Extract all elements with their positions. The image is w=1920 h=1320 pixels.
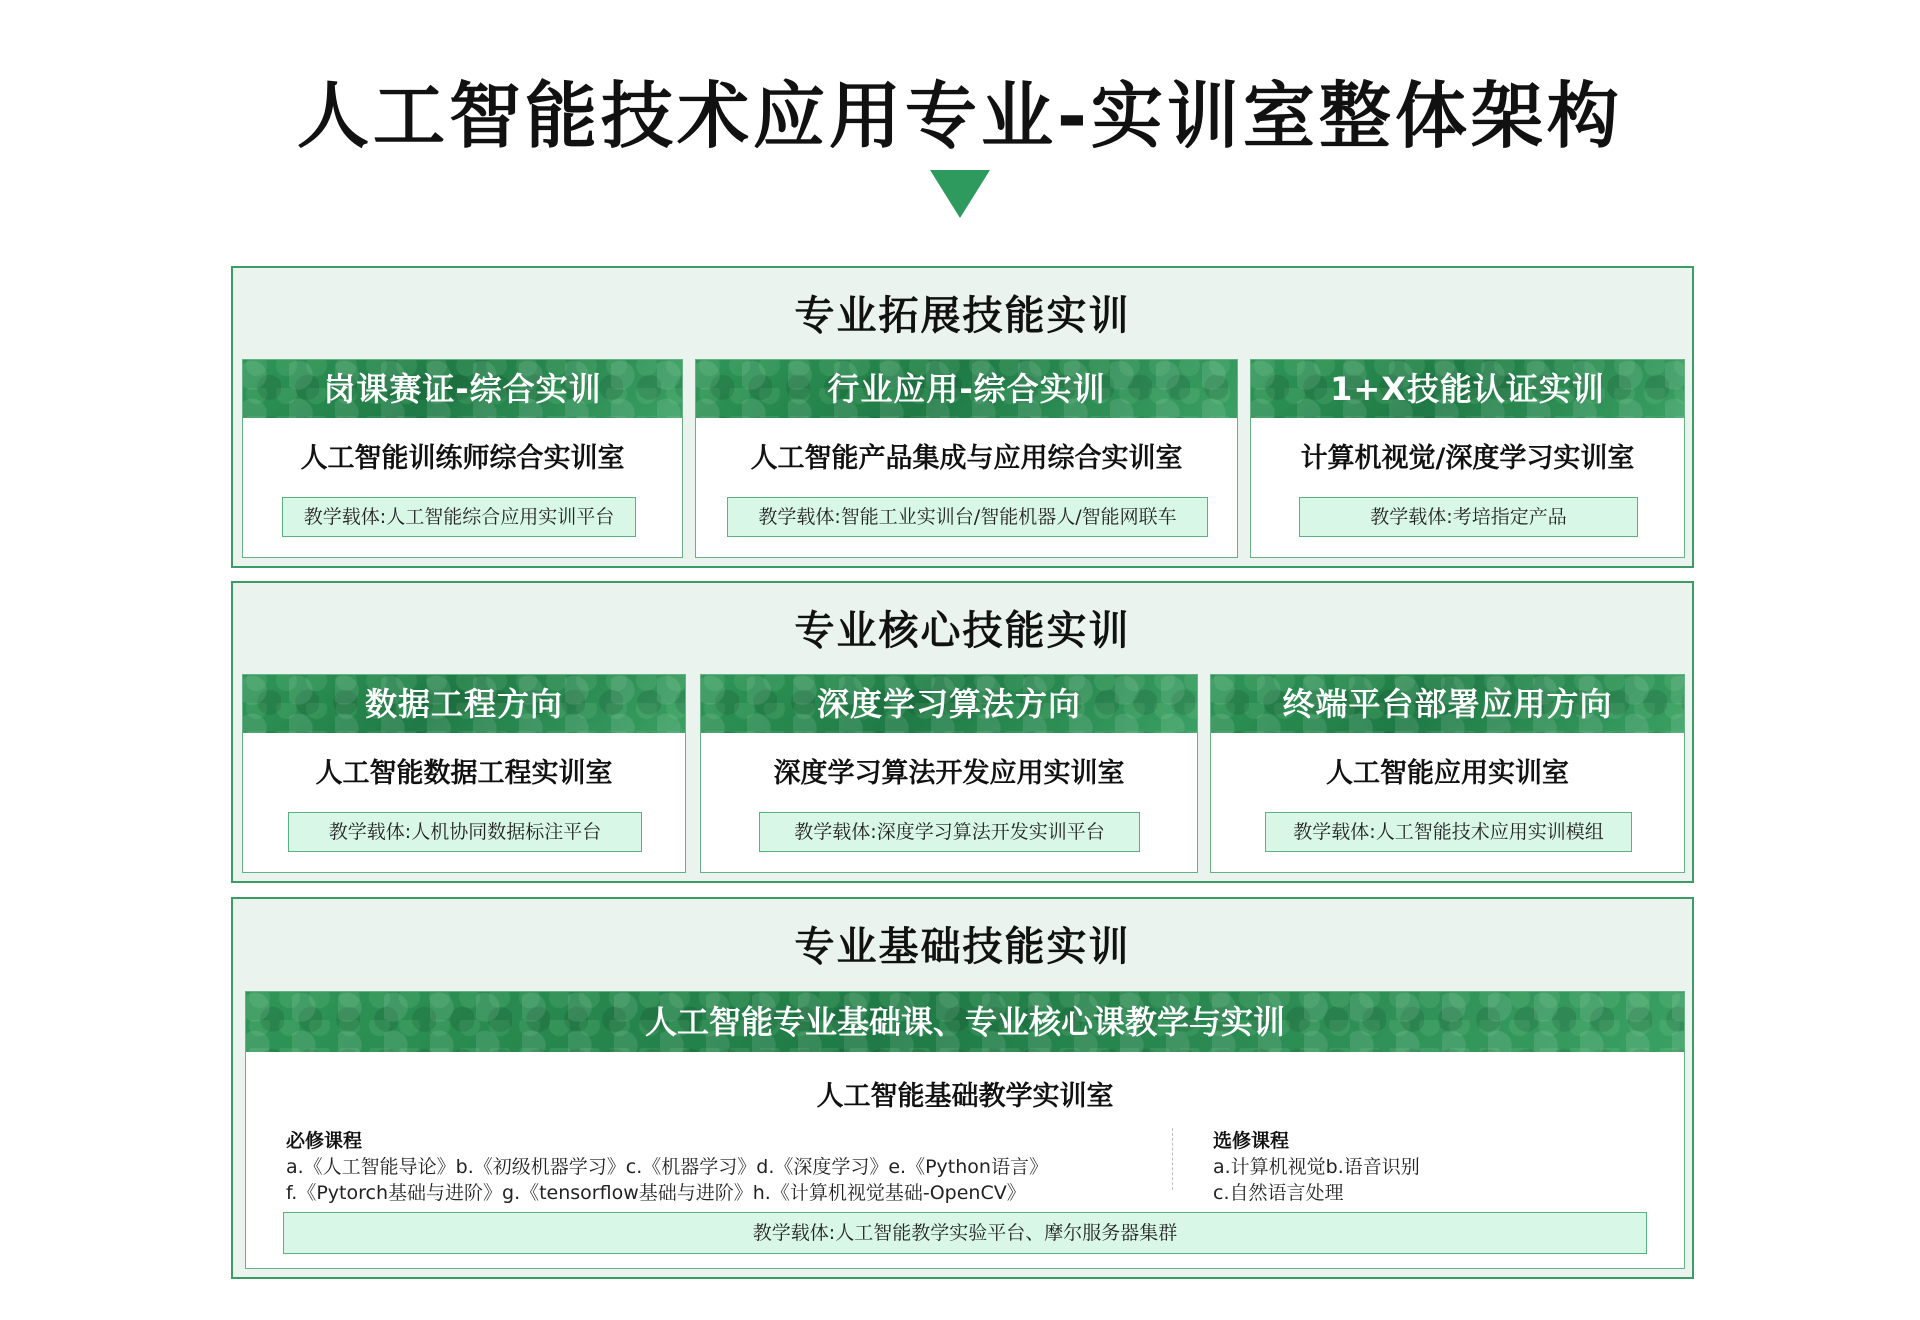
training-card <box>1210 674 1685 873</box>
teaching-carrier: 教学载体:人工智能综合应用实训平台 <box>282 497 636 537</box>
training-room-name: 人工智能数据工程实训室 <box>315 758 613 789</box>
teaching-carrier: 教学载体:人机协同数据标注平台 <box>288 812 642 852</box>
card-header: 人工智能专业基础课、专业核心课教学与实训 <box>246 992 1684 1052</box>
card-header: 1+X技能认证实训 <box>1251 360 1684 418</box>
teaching-carrier: 教学载体:深度学习算法开发实训平台 <box>759 812 1140 852</box>
required-course-line: a.《人工智能导论》b.《初级机器学习》c.《机器学习》d.《深度学习》e.《Python语言》 <box>286 1156 1048 1178</box>
training-card <box>242 674 686 873</box>
foundation-card <box>245 991 1685 1269</box>
page-title: 人工智能技术应用专业-实训室整体架构 <box>297 74 1623 158</box>
teaching-carrier: 教学载体:人工智能教学实验平台、摩尔服务器集群 <box>283 1212 1647 1254</box>
training-room-name: 计算机视觉/深度学习实训室 <box>1300 443 1635 474</box>
column-divider <box>1172 1128 1173 1190</box>
elective-course-line: c.自然语言处理 <box>1213 1182 1344 1204</box>
required-courses-label: 必修课程 <box>286 1130 363 1152</box>
training-room-name: 人工智能应用实训室 <box>1326 758 1569 789</box>
training-room-name: 深度学习算法开发应用实训室 <box>773 758 1125 789</box>
teaching-carrier: 教学载体:人工智能技术应用实训模组 <box>1265 812 1632 852</box>
section-extension-skills <box>231 266 1694 568</box>
elective-courses-label: 选修课程 <box>1213 1130 1290 1152</box>
training-card <box>695 359 1238 558</box>
required-course-line: f.《Pytorch基础与进阶》g.《tensorflow基础与进阶》h.《计算机视觉基础-OpenCV》 <box>286 1182 1026 1204</box>
training-room-name: 人工智能训练师综合实训室 <box>300 443 625 474</box>
section-basic-skills <box>231 897 1694 1279</box>
card-header: 行业应用-综合实训 <box>696 360 1237 418</box>
card-header: 岗课赛证-综合实训 <box>243 360 682 418</box>
card-header: 终端平台部署应用方向 <box>1211 675 1684 733</box>
down-arrow-icon <box>930 170 990 218</box>
training-card <box>1250 359 1685 558</box>
teaching-carrier: 教学载体:智能工业实训台/智能机器人/智能网联车 <box>727 497 1208 537</box>
card-header: 深度学习算法方向 <box>701 675 1197 733</box>
section-core-skills <box>231 581 1694 883</box>
section-title: 专业拓展技能实训 <box>794 293 1131 339</box>
elective-course-line: a.计算机视觉b.语音识别 <box>1213 1156 1420 1178</box>
card-header: 数据工程方向 <box>243 675 685 733</box>
teaching-carrier: 教学载体:考培指定产品 <box>1299 497 1638 537</box>
training-card <box>700 674 1198 873</box>
section-title: 专业基础技能实训 <box>794 924 1131 970</box>
training-card <box>242 359 683 558</box>
training-room-name: 人工智能基础教学实训室 <box>816 1081 1114 1112</box>
training-room-name: 人工智能产品集成与应用综合实训室 <box>750 443 1183 474</box>
section-title: 专业核心技能实训 <box>794 608 1131 654</box>
